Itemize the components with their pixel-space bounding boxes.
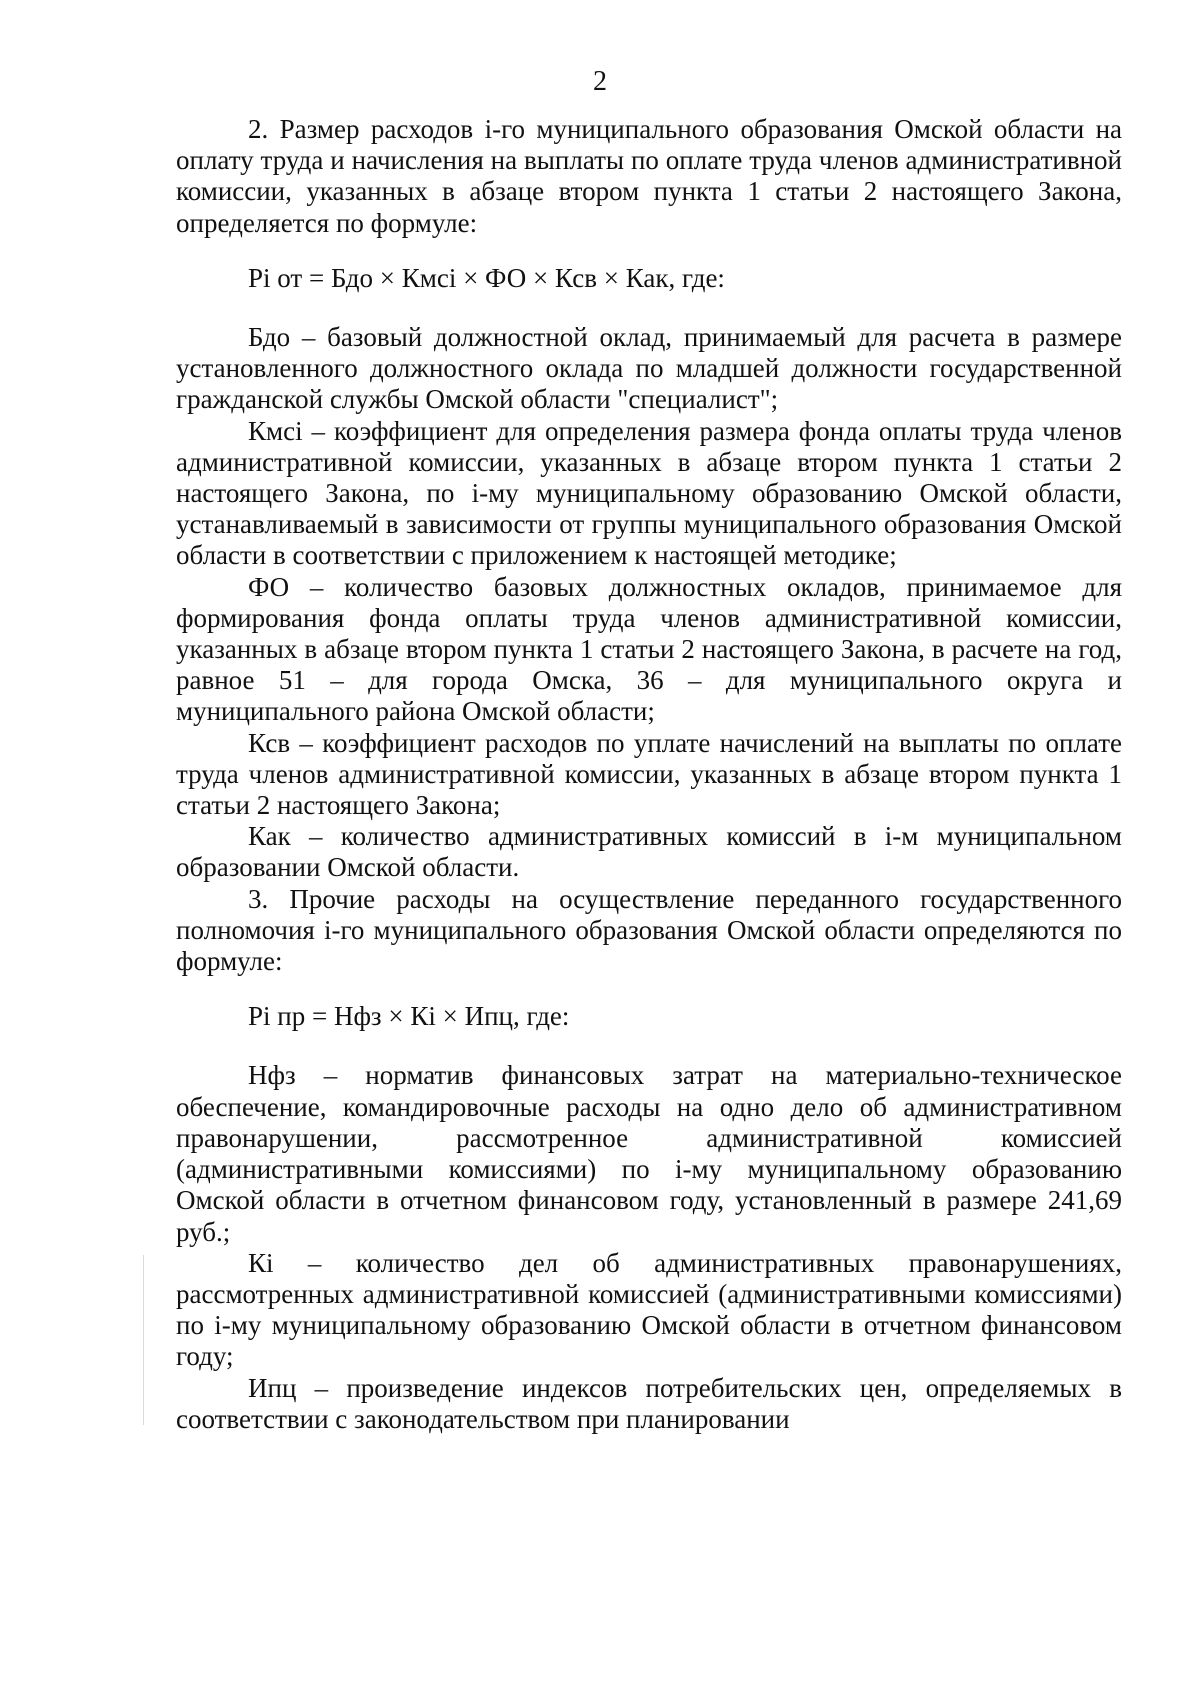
definition-ksv: Ксв – коэффициент расходов по уплате начислений на выплаты по оплате труда членов административной комиссии, указанных в абзаце втором пункта 1 статьи 2 настоящего Закона; — [176, 727, 1122, 821]
scan-margin-mark — [143, 1255, 144, 1425]
definition-fo: ФО – количество базовых должностных окладов, принимаемое для формирования фонда оплаты труда членов административной комиссии, указанных в абзаце втором пункта 1 статьи 2 настоящего Закона, в расчете на год, равное 51 – для города Омска, 36 – для муниципального округа и муниципального района Омской области; — [176, 571, 1122, 727]
definition-ki: Кi – количество дел об административных правонарушениях, рассмотренных административной комиссией (административными комиссиями) по i-му муниципальному образованию Омской области в отчетном финансовом году; — [176, 1247, 1122, 1372]
page-number: 2 — [593, 66, 607, 97]
document-body — [176, 114, 1122, 1435]
definition-bdo: Бдо – базовый должностной оклад, принимаемый для расчета в размере установленного должностного оклада по младшей должности государственной гражданской службы Омской области "специалист"; — [176, 322, 1122, 415]
formula-pi-ot: Pi от = Бдо × Кмсi × ФО × Ксв × Как, где: — [248, 262, 725, 293]
definition-nfz: Нфз – норматив финансовых затрат на материально-техническое обеспечение, командировочные расходы на одно дело об административном правонарушении, рассмотренное административной комиссией (административными комиссиями) по i-му муниципальному образованию Омской области в отчетном финансовом году, установленный в размере 241,69 руб.; — [176, 1060, 1122, 1247]
definition-kmsi: Кмсi – коэффициент для определения размера фонда оплаты труда членов административной комиссии, указанных в абзаце втором пункта 1 статьи 2 настоящего Закона, по i-му муниципальному образованию Омской области, устанавливаемый в зависимости от группы муниципального образования Омской области в соответствии с приложением к настоящей методике; — [176, 415, 1122, 571]
definition-ipc: Ипц – произведение индексов потребительских цен, определяемых в соответствии с законодательством при планировании — [176, 1372, 1122, 1434]
paragraph-2-intro: 2. Размер расходов i-го муниципального образования Омской области на оплату труда и начисления на выплаты по оплате труда членов административной комиссии, указанных в абзаце втором пункта 1 статьи 2 настоящего Закона, определяется по формуле: — [176, 114, 1122, 238]
definition-kak: Как – количество административных комиссий в i-м муниципальном образовании Омской области. — [176, 821, 1122, 883]
formula-pi-pr: Pi пр = Нфз × Кi × Ипц, где: — [248, 1001, 570, 1032]
paragraph-3-intro: 3. Прочие расходы на осуществление переданного государственного полномочия i-го муниципального образования Омской области определяются по формуле: — [176, 883, 1122, 977]
